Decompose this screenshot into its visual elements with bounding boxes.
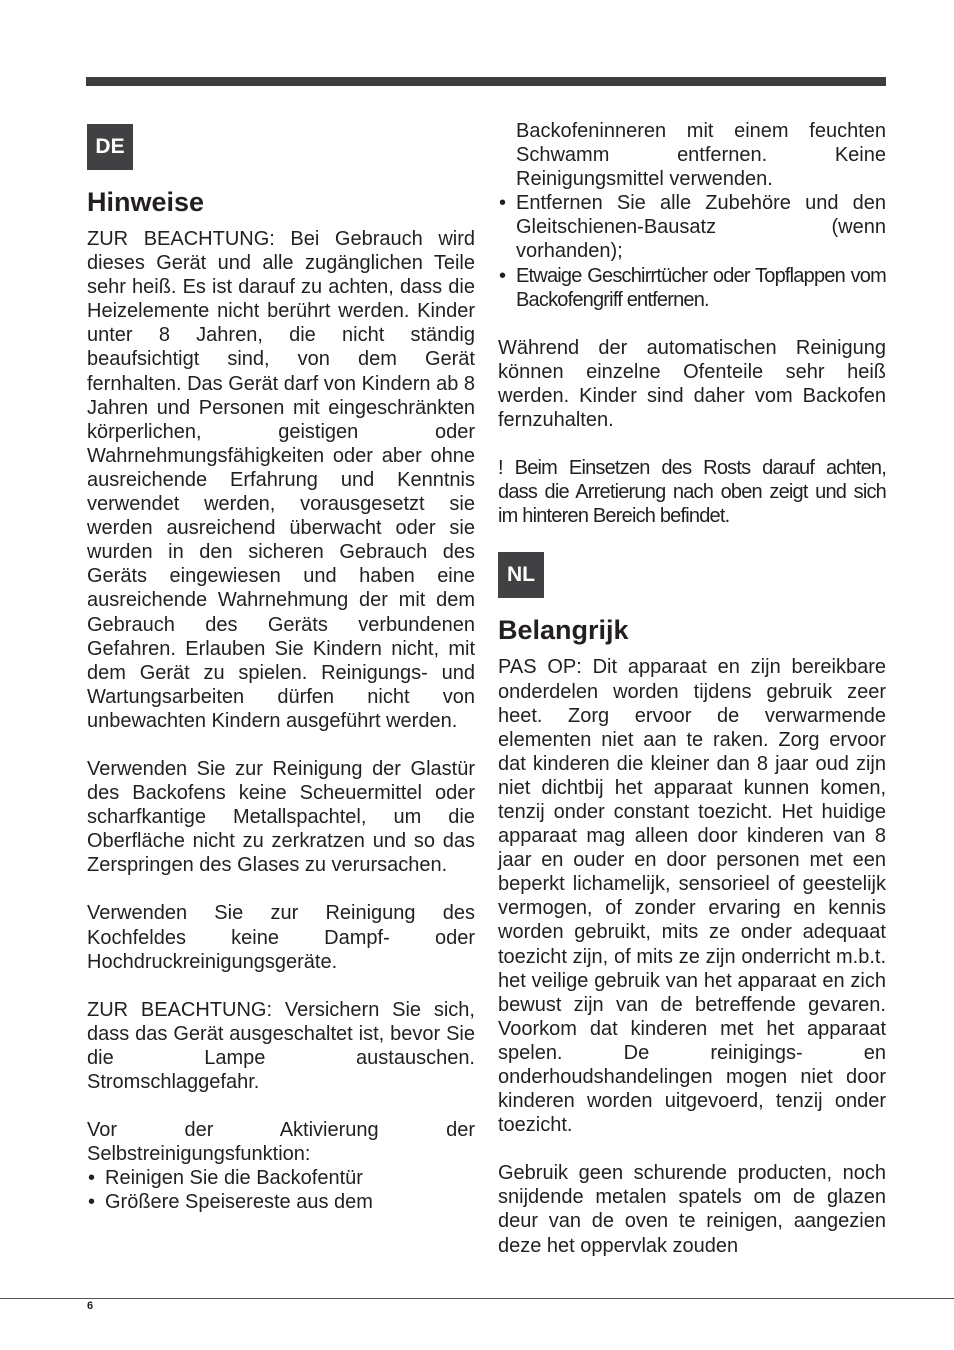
hob-cleaning-paragraph: Verwenden Sie zur Reinigung des Kochfeldes keine Dampf- oder Hochdruckreinigungsgeräte. xyxy=(87,902,475,973)
self-cleaning-list-continued xyxy=(498,191,886,311)
warning-paragraph: ZUR BEACHTUNG: Bei Gebrauch wird dieses Gerät und alle zugänglichen Teile sehr heiß. Es ist darauf zu achten, dass die Heizelemente nicht berührt werden. Kinder unter 8 Jahren, die nicht ständig beaufsichtigt sind, von dem Gerät fernhalten. Das Gerät darf von Kindern ab 8 Jahren und Personen mit eingeschränkten körperlichen, geistigen oder Wahrnehmungsfähigkeiten oder aber ohne ausreichende Erfahrung und Kenntnis verwendet werden, vorausgesetzt sie werden ausreichend überwacht oder sie wurden in den sicheren Gebrauch des Geräts eingewiesen und haben eine ausreichende Wahrnehmung der mit dem Gebrauch des Geräts verbundenen Gefahren. Erlauben Sie Kindern nicht, mit dem Gerät zu spielen. Reinigungs- und Wartungsarbeiten dürfen nicht von unbewachten Kindern ausgeführt werden. xyxy=(87,228,476,732)
nl-section xyxy=(498,552,886,1257)
language-badge-nl: NL xyxy=(498,552,544,598)
self-cleaning-intro: Vor der Aktivierung der Selbstreinigungsfunktion: xyxy=(87,1119,475,1166)
list-item: • Reinigen Sie die Backofentür xyxy=(87,1166,475,1190)
bottom-rule xyxy=(0,1298,954,1299)
auto-cleaning-paragraph: Während der automatischen Reinigung können einzelne Ofenteile sehr heiß werden. Kinder sind daher vom Backofen fernzuhalten. xyxy=(498,336,886,432)
glass-door-paragraph: Verwenden Sie zur Reinigung der Glastür des Backofens keine Scheuermittel oder scharfkantige Metallspachtel, um die Oberfläche nicht zu zerkratzen und so das Zerspringen des Glases zu verursachen. xyxy=(87,757,475,877)
nl-warning-paragraph: PAS OP: Dit apparaat en zijn bereikbare onderdelen worden tijdens gebruik zeer heet. Zorg ervoor de verwarmende elementen niet aan te raken. Zorg ervoor dat kinderen die kleiner dan 8 jaar oud zijn niet dichtbij het apparaat kunnen komen, tenzij onder constant toezicht. Het huidige apparaat mag alleen door kinderen van 8 jaar en ouder en door personen met een beperkt lichamelijk, sensorieel of geestelijk vermogen, of zonder ervaring en kennis worden gebruikt, mits ze onder adequaat toezicht zijn, of mits ze zijn onderricht m.b.t. het veilige gebruik van het apparaat en zich bewust zijn van de betreffende gevaren. Voorkom dat kinderen met het apparaat spelen. De reinigings- en onderhoudshandelingen mogen niet door kinderen worden uitgevoerd, tenzij onder toezicht. xyxy=(498,656,886,1137)
list-item: • Etwaige Geschirrtücher oder Topflappen vom Backofengriff entfernen. xyxy=(498,264,886,312)
self-cleaning-list xyxy=(87,1166,475,1214)
section-heading-belangrijk: Belangrijk xyxy=(498,615,629,646)
page-number: 6 xyxy=(87,1300,94,1312)
right-column xyxy=(498,119,886,1258)
list-item-continuation: Backofeninneren mit einem feuchten Schwamm entfernen. Keine Reinigungsmittel verwenden. xyxy=(516,120,886,191)
lamp-warning-paragraph: ZUR BEACHTUNG: Versichern Sie sich, dass das Gerät ausgeschaltet ist, bevor Sie die Lampe austauschen. Stromschlaggefahr. xyxy=(87,998,475,1093)
list-item: • Größere Speisereste aus dem xyxy=(87,1190,475,1214)
section-heading-hinweise: Hinweise xyxy=(87,187,205,217)
rack-paragraph: ! Beim Einsetzen des Rosts darauf achten, dass die Arretierung nach oben zeigt und sich im hinteren Bereich befindet. xyxy=(498,457,886,528)
left-column xyxy=(87,124,475,1214)
top-rule xyxy=(86,77,886,86)
language-badge-de: DE xyxy=(87,124,133,170)
list-item: • Entfernen Sie alle Zubehöre und den Gleitschienen-Bausatz (wenn vorhanden); xyxy=(498,191,886,263)
nl-glass-door-paragraph: Gebruik geen schurende producten, noch snijdende metalen spatels om de glazen deur van de oven te reinigen, aangezien deze het oppervlak zouden xyxy=(498,1162,886,1257)
